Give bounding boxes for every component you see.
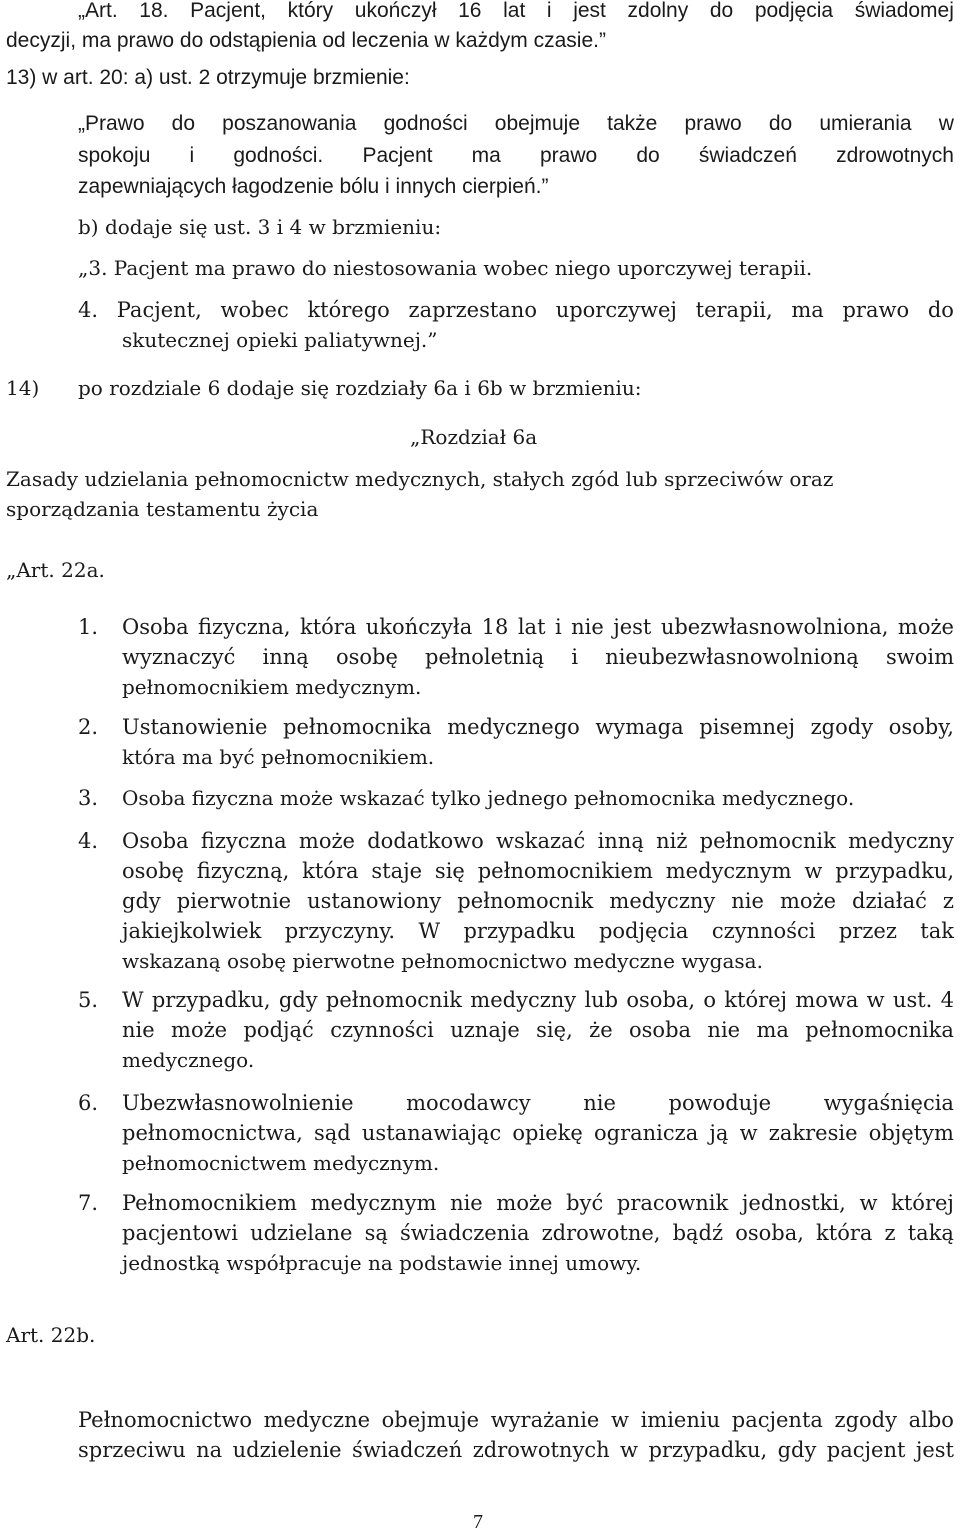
word: w	[859, 1191, 878, 1215]
word: ukończył	[354, 0, 437, 22]
item13-quote-line1	[78, 109, 954, 139]
word: której	[724, 988, 788, 1012]
word: pełnomocnik	[325, 988, 463, 1012]
word: nie	[731, 889, 764, 913]
word: do	[171, 112, 196, 135]
point-number: 2.	[78, 715, 99, 739]
word: podjęcia	[598, 919, 689, 943]
point-line: Osoba fizyczna może wskazać tylko jednego pełnomocnika medycznego.	[122, 786, 855, 810]
word: i	[571, 645, 579, 669]
word: także	[607, 112, 658, 135]
word: 16	[458, 0, 482, 22]
word: gdy	[777, 1438, 817, 1462]
point-line	[122, 886, 954, 916]
word: „Art.	[78, 0, 118, 22]
word: zakresie	[768, 1121, 858, 1145]
word: osoba,	[735, 1221, 804, 1245]
word: ma	[471, 144, 501, 167]
point-line	[122, 642, 954, 672]
point-line: wskazaną osobę pierwotne pełnomocnictwo medyczne wygasa.	[122, 949, 763, 973]
word: którego	[307, 298, 390, 322]
word: medyczny	[609, 889, 716, 913]
word: osoba	[629, 1018, 692, 1042]
word: uporczywej	[555, 298, 677, 322]
word: ustanawiając	[361, 1121, 502, 1145]
word: czynności	[711, 919, 816, 943]
word: wygaśnięcia	[823, 1091, 954, 1115]
art18-line1	[78, 0, 954, 26]
word: w	[866, 988, 885, 1012]
word: może	[298, 829, 355, 853]
chapter-title: „Rozdział 6a	[410, 425, 538, 449]
word: są	[364, 1221, 388, 1245]
word: pełnomocnik	[699, 829, 836, 853]
word: fizyczną,	[196, 859, 290, 883]
point-number: 3.	[78, 786, 99, 810]
word: obejmuje	[381, 1408, 480, 1432]
word: do	[768, 112, 793, 135]
word: Pełnomocnikiem	[122, 1191, 297, 1215]
word: udzielenie	[232, 1438, 342, 1462]
word: pełnomocnictwa,	[122, 1121, 303, 1145]
point-line	[122, 612, 954, 642]
word: ją	[709, 1121, 729, 1145]
word: zdrowotne,	[541, 1221, 661, 1245]
point-line: która ma być pełnomocnikiem.	[122, 745, 435, 769]
point-line	[122, 1218, 954, 1248]
word: prawo	[539, 144, 598, 167]
word: pełnoletnią	[425, 645, 545, 669]
word: osobę	[122, 859, 184, 883]
point-line	[122, 1015, 954, 1045]
word: Pacjent,	[116, 298, 202, 322]
word: godności.	[233, 144, 324, 167]
point-line: pełnomocnikiem medycznym.	[122, 675, 422, 699]
word: pełnomocnika	[283, 715, 432, 739]
point-line	[122, 826, 954, 856]
word: nieubezwłasnowolnioną	[605, 645, 859, 669]
word: Pełnomocnictwo	[78, 1408, 252, 1432]
word: nie	[707, 1018, 741, 1042]
word: mocodawcy	[406, 1091, 531, 1115]
art22b-line1	[78, 1405, 954, 1435]
art22a-title: „Art. 22a.	[6, 558, 105, 582]
word: pierwotnie	[176, 889, 292, 913]
word: „Prawo	[78, 112, 145, 135]
word: świadczenia	[400, 1221, 530, 1245]
word: która	[302, 859, 359, 883]
word: opiekę	[512, 1121, 583, 1145]
word: albo	[908, 1408, 954, 1432]
point-line	[122, 1118, 954, 1148]
word: podjęcia	[754, 0, 834, 22]
word: w	[739, 1121, 758, 1145]
word: wyznaczyć	[122, 645, 236, 669]
word: taką	[907, 1221, 954, 1245]
art22b-title: Art. 22b.	[6, 1323, 96, 1347]
word: fizyczna,	[198, 615, 291, 639]
chapter-heading-line1: Zasady udzielania pełnomocnictw medycznych, stałych zgód lub sprzeciwów oraz	[6, 467, 834, 491]
word: może	[496, 1191, 553, 1215]
point-number: 6.	[78, 1091, 99, 1115]
word: 4	[940, 988, 954, 1012]
word: osoby,	[888, 715, 954, 739]
word: się,	[536, 1018, 573, 1042]
word: nie	[450, 1191, 483, 1215]
word: ust.	[892, 988, 933, 1012]
word: W	[122, 988, 144, 1012]
word: udzielane	[250, 1221, 353, 1245]
word: osoba,	[626, 988, 696, 1012]
art18-line2: decyzji, ma prawo do odstąpienia od leczenia w każdym czasie.”	[6, 29, 606, 52]
word: przez	[838, 919, 897, 943]
word: świadczeń	[698, 144, 797, 167]
word: fizyczna	[200, 829, 287, 853]
word: pisemnej	[699, 715, 795, 739]
point-line: medycznego.	[122, 1048, 255, 1072]
word: inną	[597, 829, 644, 853]
item13-b-line: b) dodaje się ust. 3 i 4 w brzmieniu:	[78, 215, 442, 239]
word: do	[636, 144, 660, 167]
word: która	[299, 615, 357, 639]
word: staje	[371, 859, 423, 883]
word: poszanowania	[222, 112, 357, 135]
word: W	[418, 919, 441, 943]
word: wobec	[220, 298, 289, 322]
word: zdolny	[627, 0, 689, 22]
word: terapii,	[695, 298, 773, 322]
word: umierania	[819, 112, 912, 135]
word: gdy	[122, 889, 161, 913]
word: przypadku	[463, 919, 576, 943]
word: przypadku,	[835, 859, 954, 883]
point-number: 1.	[78, 615, 99, 639]
word: do	[927, 298, 954, 322]
word: sprzeciwu	[78, 1438, 186, 1462]
word: przyczyny.	[284, 919, 396, 943]
word: z	[942, 889, 954, 913]
word: nie	[583, 1091, 616, 1115]
point-line	[122, 1088, 954, 1118]
word: prawo	[842, 298, 910, 322]
word: inną	[262, 645, 309, 669]
word: godności	[383, 112, 468, 135]
word: lub	[584, 988, 619, 1012]
word: której	[891, 1191, 954, 1215]
word: Pacjent,	[190, 0, 267, 22]
word: ustanowiony	[307, 889, 442, 913]
word: że	[589, 1018, 613, 1042]
word: przypadku,	[151, 988, 271, 1012]
word: ogranicza	[593, 1121, 699, 1145]
word: medycznego	[447, 715, 580, 739]
word: uznaje	[450, 1018, 520, 1042]
word: jakiejkolwiek	[122, 919, 262, 943]
word: Ustanowienie	[122, 715, 268, 739]
word: w	[620, 1438, 639, 1462]
word: pełnomocnik	[457, 889, 594, 913]
point-number: 7.	[78, 1191, 99, 1215]
word: nie	[571, 615, 604, 639]
point-line	[122, 712, 954, 742]
word: która	[816, 1221, 873, 1245]
word: mowa	[795, 988, 859, 1012]
word: imieniu	[640, 1408, 721, 1432]
word: bądź	[672, 1221, 724, 1245]
word: wyrażanie	[490, 1408, 600, 1432]
word: świadomej	[854, 0, 954, 22]
word: 4.	[78, 298, 99, 322]
word: na	[196, 1438, 223, 1462]
word: zdrowotnych	[472, 1438, 610, 1462]
word: w	[804, 859, 823, 883]
word: może	[171, 1018, 228, 1042]
word: pełnomocnikiem	[477, 859, 653, 883]
chapter-heading-line2: sporządzania testamentu życia	[6, 497, 319, 521]
page-number: 7	[473, 1511, 483, 1533]
word: i	[189, 144, 195, 167]
word: pacjent	[826, 1438, 906, 1462]
word: sąd	[313, 1121, 351, 1145]
word: pacjentowi	[122, 1221, 238, 1245]
word: ma	[791, 298, 824, 322]
item13-line1: 13) w art. 20: a) ust. 2 otrzymuje brzmienie:	[6, 66, 410, 89]
word: spokoju	[78, 144, 151, 167]
word: Osoba	[122, 615, 189, 639]
word: może	[779, 889, 837, 913]
word: pacjenta	[731, 1408, 823, 1432]
word: czynności	[330, 1018, 434, 1042]
word: jest	[915, 1438, 954, 1462]
point-line: pełnomocnictwem medycznym.	[122, 1151, 440, 1175]
word: powoduje	[668, 1091, 772, 1115]
word: obejmuje	[494, 112, 581, 135]
item13-quote-line2	[78, 141, 954, 171]
word: medycznym	[665, 859, 792, 883]
word: może	[897, 615, 954, 639]
word: medyczne	[263, 1408, 371, 1432]
word: w	[610, 1408, 629, 1432]
word: nie	[122, 1018, 155, 1042]
word: ubezwłasnowolniona,	[660, 615, 889, 639]
word: Pacjent	[362, 144, 433, 167]
word: jednostki,	[741, 1191, 846, 1215]
word: lat	[503, 0, 526, 22]
word: być	[566, 1191, 604, 1215]
word: świadczeń	[352, 1438, 463, 1462]
item13-ust4-line1	[78, 295, 954, 325]
word: który	[287, 0, 334, 22]
word: swoim	[885, 645, 954, 669]
word: zgody	[834, 1408, 897, 1432]
word: medycznym	[310, 1191, 437, 1215]
point-number: 5.	[78, 988, 99, 1012]
point-line	[122, 985, 954, 1015]
item14-label: 14)	[6, 376, 40, 400]
art22b-line2	[78, 1435, 954, 1465]
word: wskazać	[495, 829, 586, 853]
word: i	[546, 0, 552, 22]
word: 18.	[139, 0, 169, 22]
point-line	[122, 1188, 954, 1218]
word: tak	[920, 919, 954, 943]
point-line	[122, 856, 954, 886]
point-number: 4.	[78, 829, 99, 853]
item13-quote-line3: zapewniających łagodzenie bólu i innych cierpień.”	[78, 175, 549, 198]
word: i	[554, 615, 562, 639]
point-line: jednostką współpracuje na podstawie innej umowy.	[122, 1251, 642, 1275]
word: się	[434, 859, 465, 883]
point-line	[122, 916, 954, 946]
word: lat	[517, 615, 546, 639]
item14-text: po rozdziale 6 dodaje się rozdziały 6a i 6b w brzmieniu:	[78, 376, 642, 400]
word: pracownik	[616, 1191, 729, 1215]
word: zgody	[810, 715, 874, 739]
word: zdrowotnych	[836, 144, 954, 167]
word: medyczny	[848, 829, 954, 853]
word: Ubezwłasnowolnienie	[122, 1091, 354, 1115]
item13-ust4-line2: skutecznej opieki paliatywnej.”	[122, 328, 438, 352]
word: do	[709, 0, 734, 22]
word: 18	[481, 615, 509, 639]
word: niż	[656, 829, 688, 853]
item13-ust3: „3. Pacjent ma prawo do niestosowania wobec niego uporczywej terapii.	[78, 256, 813, 280]
word: medyczny	[470, 988, 577, 1012]
word: jest	[573, 0, 606, 22]
word: jest	[613, 615, 652, 639]
word: o	[703, 988, 717, 1012]
word: ma	[756, 1018, 789, 1042]
word: podjąć	[243, 1018, 314, 1042]
word: Osoba	[122, 829, 189, 853]
word: przypadku,	[648, 1438, 768, 1462]
word: z	[884, 1221, 896, 1245]
word: dodatkowo	[367, 829, 484, 853]
word: działać	[852, 889, 927, 913]
word: ukończyła	[365, 615, 473, 639]
word: gdy	[278, 988, 318, 1012]
word: w	[938, 112, 954, 135]
word: pełnomocnika	[805, 1018, 954, 1042]
word: wymaga	[595, 715, 684, 739]
word: prawo	[684, 112, 742, 135]
word: objętym	[868, 1121, 954, 1145]
word: zaprzestano	[408, 298, 537, 322]
word: osobę	[335, 645, 398, 669]
